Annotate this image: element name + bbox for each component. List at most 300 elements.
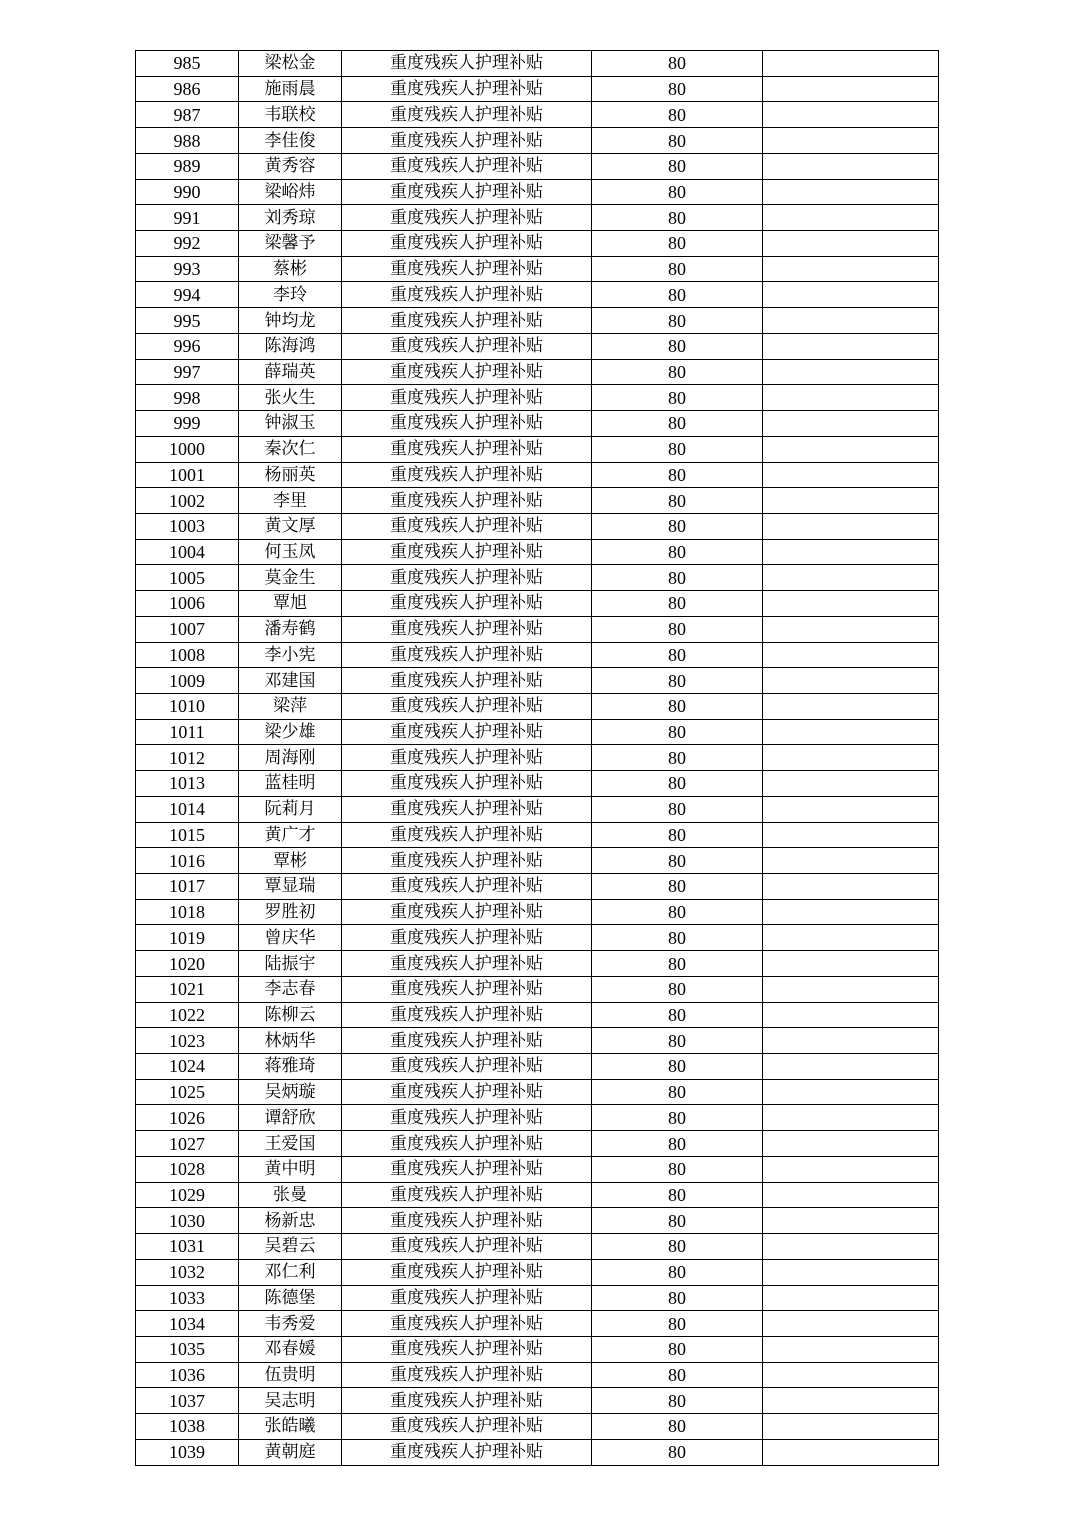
remark-cell [763,411,939,437]
name-cell: 薛瑞英 [239,359,342,385]
table-row [136,102,939,128]
remark-cell [763,1311,939,1337]
name-cell: 王爱国 [239,1131,342,1157]
name-cell: 黄秀容 [239,153,342,179]
serial-number-cell: 993 [136,256,239,282]
serial-number-cell: 1014 [136,796,239,822]
remark-cell [763,256,939,282]
remark-cell [763,513,939,539]
serial-number-cell: 1028 [136,1156,239,1182]
remark-cell [763,1131,939,1157]
name-cell: 蒋雅琦 [239,1054,342,1080]
amount-cell: 80 [592,462,763,488]
subsidy-type-cell: 重度残疾人护理补贴 [342,1105,592,1131]
remark-cell [763,1285,939,1311]
serial-number-cell: 1030 [136,1208,239,1234]
name-cell: 李佳俊 [239,128,342,154]
amount-cell: 80 [592,1362,763,1388]
amount-cell: 80 [592,771,763,797]
amount-cell: 80 [592,642,763,668]
amount-cell: 80 [592,874,763,900]
name-cell: 黄广才 [239,822,342,848]
name-cell: 陈海鸿 [239,333,342,359]
amount-cell: 80 [592,436,763,462]
table-row [136,1105,939,1131]
subsidy-type-cell: 重度残疾人护理补贴 [342,616,592,642]
remark-cell [763,153,939,179]
amount-cell: 80 [592,1028,763,1054]
table-row [136,282,939,308]
amount-cell: 80 [592,308,763,334]
name-cell: 杨新忠 [239,1208,342,1234]
remark-cell [763,719,939,745]
remark-cell [763,796,939,822]
subsidy-type-cell: 重度残疾人护理补贴 [342,899,592,925]
subsidy-type-cell: 重度残疾人护理补贴 [342,874,592,900]
table-row [136,591,939,617]
serial-number-cell: 1027 [136,1131,239,1157]
subsidy-table-body [136,51,939,1466]
remark-cell [763,1414,939,1440]
subsidy-type-cell: 重度残疾人护理补贴 [342,771,592,797]
subsidy-type-cell: 重度残疾人护理补贴 [342,848,592,874]
remark-cell [763,539,939,565]
subsidy-type-cell: 重度残疾人护理补贴 [342,668,592,694]
serial-number-cell: 986 [136,76,239,102]
subsidy-type-cell: 重度残疾人护理补贴 [342,462,592,488]
name-cell: 罗胜初 [239,899,342,925]
remark-cell [763,76,939,102]
table-row [136,1311,939,1337]
subsidy-type-cell: 重度残疾人护理补贴 [342,1028,592,1054]
table-row [136,771,939,797]
serial-number-cell: 1019 [136,925,239,951]
remark-cell [763,359,939,385]
table-row [136,1079,939,1105]
table-row [136,76,939,102]
table-row [136,1208,939,1234]
table-row [136,1414,939,1440]
amount-cell: 80 [592,76,763,102]
remark-cell [763,693,939,719]
remark-cell [763,1002,939,1028]
table-row [136,565,939,591]
amount-cell: 80 [592,359,763,385]
serial-number-cell: 998 [136,385,239,411]
subsidy-type-cell: 重度残疾人护理补贴 [342,565,592,591]
name-cell: 梁萍 [239,693,342,719]
remark-cell [763,205,939,231]
subsidy-type-cell: 重度残疾人护理补贴 [342,976,592,1002]
remark-cell [763,1362,939,1388]
serial-number-cell: 994 [136,282,239,308]
table-row [136,539,939,565]
table-row [136,1156,939,1182]
amount-cell: 80 [592,1414,763,1440]
name-cell: 李志春 [239,976,342,1002]
name-cell: 陈柳云 [239,1002,342,1028]
serial-number-cell: 1011 [136,719,239,745]
remark-cell [763,874,939,900]
name-cell: 梁少雄 [239,719,342,745]
name-cell: 谭舒欣 [239,1105,342,1131]
amount-cell: 80 [592,205,763,231]
table-row [136,848,939,874]
serial-number-cell: 1004 [136,539,239,565]
amount-cell: 80 [592,385,763,411]
remark-cell [763,436,939,462]
amount-cell: 80 [592,822,763,848]
remark-cell [763,668,939,694]
table-row [136,179,939,205]
serial-number-cell: 990 [136,179,239,205]
name-cell: 吴志明 [239,1388,342,1414]
serial-number-cell: 1001 [136,462,239,488]
subsidy-type-cell: 重度残疾人护理补贴 [342,1285,592,1311]
serial-number-cell: 1013 [136,771,239,797]
amount-cell: 80 [592,976,763,1002]
subsidy-type-cell: 重度残疾人护理补贴 [342,591,592,617]
subsidy-type-cell: 重度残疾人护理补贴 [342,1208,592,1234]
subsidy-type-cell: 重度残疾人护理补贴 [342,1182,592,1208]
name-cell: 阮莉月 [239,796,342,822]
subsidy-type-cell: 重度残疾人护理补贴 [342,1234,592,1260]
amount-cell: 80 [592,1336,763,1362]
subsidy-type-cell: 重度残疾人护理补贴 [342,359,592,385]
remark-cell [763,951,939,977]
remark-cell [763,642,939,668]
table-row [136,642,939,668]
table-row [136,899,939,925]
remark-cell [763,1208,939,1234]
remark-cell [763,1182,939,1208]
amount-cell: 80 [592,539,763,565]
remark-cell [763,385,939,411]
amount-cell: 80 [592,1054,763,1080]
remark-cell [763,51,939,77]
serial-number-cell: 987 [136,102,239,128]
table-row [136,1336,939,1362]
serial-number-cell: 1025 [136,1079,239,1105]
table-row [136,436,939,462]
table-row [136,488,939,514]
amount-cell: 80 [592,513,763,539]
amount-cell: 80 [592,745,763,771]
name-cell: 曾庆华 [239,925,342,951]
name-cell: 林炳华 [239,1028,342,1054]
name-cell: 蓝桂明 [239,771,342,797]
subsidy-type-cell: 重度残疾人护理补贴 [342,231,592,257]
serial-number-cell: 1024 [136,1054,239,1080]
amount-cell: 80 [592,1234,763,1260]
serial-number-cell: 1016 [136,848,239,874]
name-cell: 覃旭 [239,591,342,617]
table-row [136,925,939,951]
amount-cell: 80 [592,1105,763,1131]
name-cell: 刘秀琼 [239,205,342,231]
name-cell: 杨丽英 [239,462,342,488]
serial-number-cell: 989 [136,153,239,179]
subsidy-type-cell: 重度残疾人护理补贴 [342,153,592,179]
remark-cell [763,771,939,797]
remark-cell [763,616,939,642]
remark-cell [763,848,939,874]
name-cell: 钟淑玉 [239,411,342,437]
amount-cell: 80 [592,231,763,257]
subsidy-type-cell: 重度残疾人护理补贴 [342,1388,592,1414]
name-cell: 潘寿鹤 [239,616,342,642]
subsidy-type-cell: 重度残疾人护理补贴 [342,539,592,565]
remark-cell [763,899,939,925]
subsidy-type-cell: 重度残疾人护理补贴 [342,411,592,437]
table-row [136,693,939,719]
amount-cell: 80 [592,1285,763,1311]
serial-number-cell: 1026 [136,1105,239,1131]
name-cell: 李小宪 [239,642,342,668]
amount-cell: 80 [592,1182,763,1208]
subsidy-type-cell: 重度残疾人护理补贴 [342,1079,592,1105]
remark-cell [763,745,939,771]
remark-cell [763,488,939,514]
amount-cell: 80 [592,153,763,179]
name-cell: 黄中明 [239,1156,342,1182]
serial-number-cell: 995 [136,308,239,334]
subsidy-type-cell: 重度残疾人护理补贴 [342,1156,592,1182]
name-cell: 韦联校 [239,102,342,128]
name-cell: 周海刚 [239,745,342,771]
table-row [136,1002,939,1028]
remark-cell [763,1028,939,1054]
subsidy-type-cell: 重度残疾人护理补贴 [342,51,592,77]
subsidy-type-cell: 重度残疾人护理补贴 [342,925,592,951]
serial-number-cell: 992 [136,231,239,257]
table-row [136,205,939,231]
subsidy-type-cell: 重度残疾人护理补贴 [342,796,592,822]
amount-cell: 80 [592,1259,763,1285]
table-row [136,1285,939,1311]
amount-cell: 80 [592,925,763,951]
name-cell: 黄文厚 [239,513,342,539]
amount-cell: 80 [592,411,763,437]
remark-cell [763,1054,939,1080]
subsidy-type-cell: 重度残疾人护理补贴 [342,1414,592,1440]
amount-cell: 80 [592,1311,763,1337]
serial-number-cell: 1032 [136,1259,239,1285]
amount-cell: 80 [592,1002,763,1028]
remark-cell [763,1234,939,1260]
name-cell: 秦次仁 [239,436,342,462]
subsidy-type-cell: 重度残疾人护理补贴 [342,282,592,308]
amount-cell: 80 [592,282,763,308]
subsidy-type-cell: 重度残疾人护理补贴 [342,642,592,668]
serial-number-cell: 999 [136,411,239,437]
name-cell: 韦秀爱 [239,1311,342,1337]
remark-cell [763,591,939,617]
subsidy-type-cell: 重度残疾人护理补贴 [342,1439,592,1465]
subsidy-type-cell: 重度残疾人护理补贴 [342,822,592,848]
name-cell: 吴炳璇 [239,1079,342,1105]
subsidy-type-cell: 重度残疾人护理补贴 [342,1002,592,1028]
name-cell: 何玉凤 [239,539,342,565]
table-row [136,359,939,385]
name-cell: 梁峪炜 [239,179,342,205]
name-cell: 蔡彬 [239,256,342,282]
remark-cell [763,102,939,128]
name-cell: 覃彬 [239,848,342,874]
name-cell: 覃显瑞 [239,874,342,900]
remark-cell [763,128,939,154]
table-row [136,462,939,488]
subsidy-type-cell: 重度残疾人护理补贴 [342,693,592,719]
amount-cell: 80 [592,488,763,514]
remark-cell [763,925,939,951]
subsidy-type-cell: 重度残疾人护理补贴 [342,128,592,154]
serial-number-cell: 1006 [136,591,239,617]
serial-number-cell: 991 [136,205,239,231]
subsidy-type-cell: 重度残疾人护理补贴 [342,719,592,745]
serial-number-cell: 1037 [136,1388,239,1414]
name-cell: 陈德堡 [239,1285,342,1311]
table-row [136,385,939,411]
remark-cell [763,462,939,488]
subsidy-type-cell: 重度残疾人护理补贴 [342,488,592,514]
table-row [136,1182,939,1208]
name-cell: 伍贵明 [239,1362,342,1388]
amount-cell: 80 [592,616,763,642]
serial-number-cell: 997 [136,359,239,385]
serial-number-cell: 1021 [136,976,239,1002]
name-cell: 钟均龙 [239,308,342,334]
serial-number-cell: 988 [136,128,239,154]
name-cell: 张皓曦 [239,1414,342,1440]
serial-number-cell: 1035 [136,1336,239,1362]
table-row [136,1439,939,1465]
table-row [136,719,939,745]
table-row [136,1259,939,1285]
remark-cell [763,822,939,848]
amount-cell: 80 [592,333,763,359]
remark-cell [763,1259,939,1285]
name-cell: 陆振宇 [239,951,342,977]
amount-cell: 80 [592,256,763,282]
subsidy-table [135,50,939,1466]
subsidy-type-cell: 重度残疾人护理补贴 [342,102,592,128]
table-row [136,1028,939,1054]
serial-number-cell: 1031 [136,1234,239,1260]
amount-cell: 80 [592,899,763,925]
subsidy-type-cell: 重度残疾人护理补贴 [342,1131,592,1157]
table-row [136,256,939,282]
remark-cell [763,976,939,1002]
table-row [136,951,939,977]
subsidy-type-cell: 重度残疾人护理补贴 [342,436,592,462]
name-cell: 李里 [239,488,342,514]
serial-number-cell: 1036 [136,1362,239,1388]
subsidy-type-cell: 重度残疾人护理补贴 [342,256,592,282]
amount-cell: 80 [592,51,763,77]
name-cell: 梁松金 [239,51,342,77]
subsidy-type-cell: 重度残疾人护理补贴 [342,1336,592,1362]
amount-cell: 80 [592,1079,763,1105]
name-cell: 张火生 [239,385,342,411]
subsidy-type-cell: 重度残疾人护理补贴 [342,951,592,977]
amount-cell: 80 [592,693,763,719]
remark-cell [763,179,939,205]
table-row [136,231,939,257]
remark-cell [763,333,939,359]
serial-number-cell: 1015 [136,822,239,848]
serial-number-cell: 1033 [136,1285,239,1311]
subsidy-type-cell: 重度残疾人护理补贴 [342,385,592,411]
serial-number-cell: 1020 [136,951,239,977]
remark-cell [763,1388,939,1414]
serial-number-cell: 1012 [136,745,239,771]
subsidy-type-cell: 重度残疾人护理补贴 [342,513,592,539]
subsidy-type-cell: 重度残疾人护理补贴 [342,1311,592,1337]
serial-number-cell: 1000 [136,436,239,462]
name-cell: 黄朝庭 [239,1439,342,1465]
serial-number-cell: 1029 [136,1182,239,1208]
amount-cell: 80 [592,1388,763,1414]
remark-cell [763,308,939,334]
serial-number-cell: 1010 [136,693,239,719]
name-cell: 邓建国 [239,668,342,694]
amount-cell: 80 [592,796,763,822]
subsidy-type-cell: 重度残疾人护理补贴 [342,1259,592,1285]
name-cell: 张曼 [239,1182,342,1208]
name-cell: 邓仁利 [239,1259,342,1285]
serial-number-cell: 1018 [136,899,239,925]
name-cell: 吴碧云 [239,1234,342,1260]
table-row [136,333,939,359]
serial-number-cell: 1023 [136,1028,239,1054]
amount-cell: 80 [592,128,763,154]
subsidy-type-cell: 重度残疾人护理补贴 [342,179,592,205]
amount-cell: 80 [592,591,763,617]
amount-cell: 80 [592,102,763,128]
serial-number-cell: 1034 [136,1311,239,1337]
table-row [136,1131,939,1157]
subsidy-type-cell: 重度残疾人护理补贴 [342,308,592,334]
subsidy-type-cell: 重度残疾人护理补贴 [342,745,592,771]
amount-cell: 80 [592,848,763,874]
table-row [136,308,939,334]
amount-cell: 80 [592,565,763,591]
table-row [136,51,939,77]
remark-cell [763,1079,939,1105]
subsidy-type-cell: 重度残疾人护理补贴 [342,76,592,102]
table-row [136,796,939,822]
table-row [136,616,939,642]
subsidy-type-cell: 重度残疾人护理补贴 [342,333,592,359]
serial-number-cell: 985 [136,51,239,77]
serial-number-cell: 1003 [136,513,239,539]
serial-number-cell: 1009 [136,668,239,694]
subsidy-type-cell: 重度残疾人护理补贴 [342,1362,592,1388]
table-row [136,411,939,437]
amount-cell: 80 [592,1439,763,1465]
table-row [136,153,939,179]
table-row [136,1234,939,1260]
name-cell: 梁馨予 [239,231,342,257]
table-row [136,513,939,539]
remark-cell [763,1439,939,1465]
serial-number-cell: 996 [136,333,239,359]
amount-cell: 80 [592,179,763,205]
amount-cell: 80 [592,1131,763,1157]
remark-cell [763,1105,939,1131]
amount-cell: 80 [592,719,763,745]
